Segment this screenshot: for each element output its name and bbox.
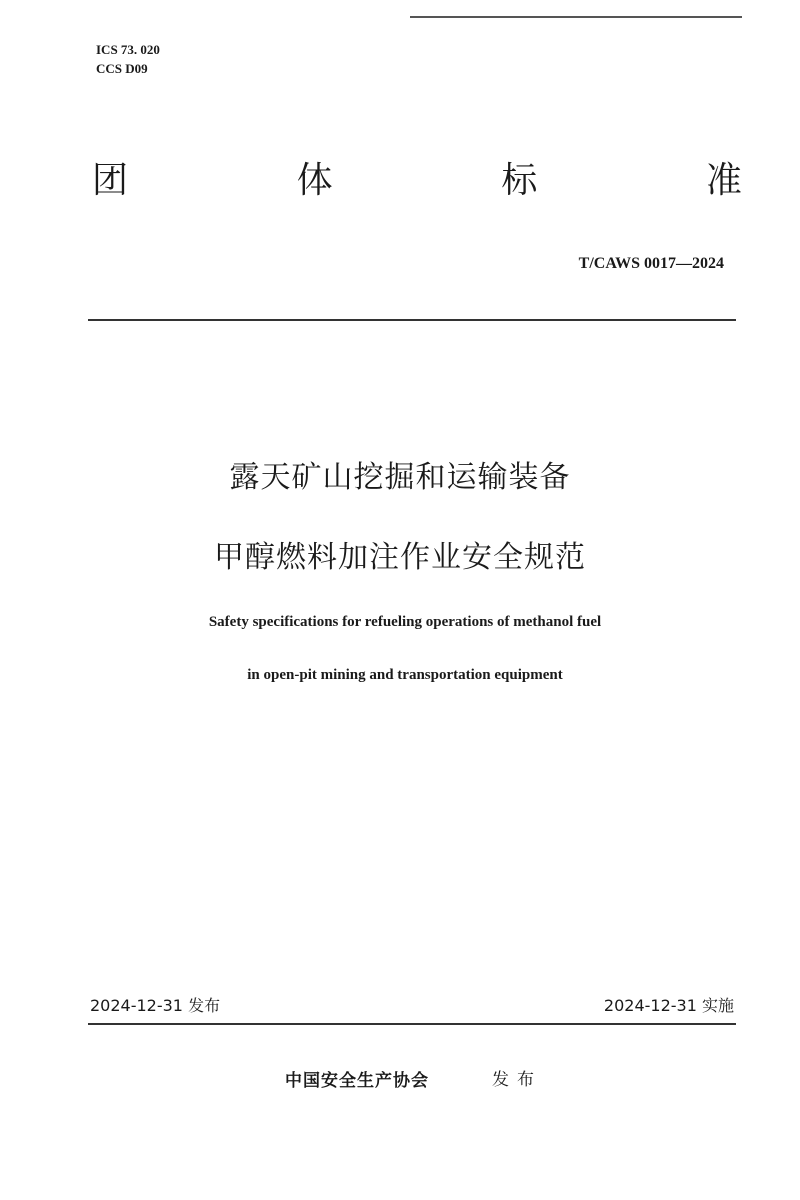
standard-type-heading: [92, 156, 742, 206]
title-english-line-1: Safety specifications for refueling operations of methanol fuel: [208, 614, 602, 630]
implementation-date: 2024-12-31 实施: [603, 996, 734, 1015]
title-english-line-2: in open-pit mining and transportation equipment: [247, 667, 563, 683]
standard-type-char-3: 标: [501, 160, 538, 201]
header-divider: [88, 319, 736, 321]
standard-type-char-1: 团: [92, 160, 129, 201]
issue-date: 2024-12-31 发布: [90, 996, 221, 1015]
ics-code: ICS 73. 020: [96, 42, 160, 57]
title-chinese-line-1: 露天矿山挖掘和运输装备: [229, 460, 571, 495]
footer-divider: [88, 1023, 736, 1025]
publisher-action: 发布: [492, 1070, 542, 1090]
standard-number: T/CAWS 0017—2024: [578, 255, 724, 272]
standard-type-char-2: 体: [296, 160, 333, 201]
standard-type-char-4: 准: [705, 160, 742, 201]
top-rule: [410, 16, 742, 18]
publisher-name: 中国安全生产协会: [285, 1071, 429, 1091]
ccs-code: CCS D09: [96, 61, 148, 76]
title-chinese-line-2: 甲醇燃料加注作业安全规范: [214, 540, 586, 575]
